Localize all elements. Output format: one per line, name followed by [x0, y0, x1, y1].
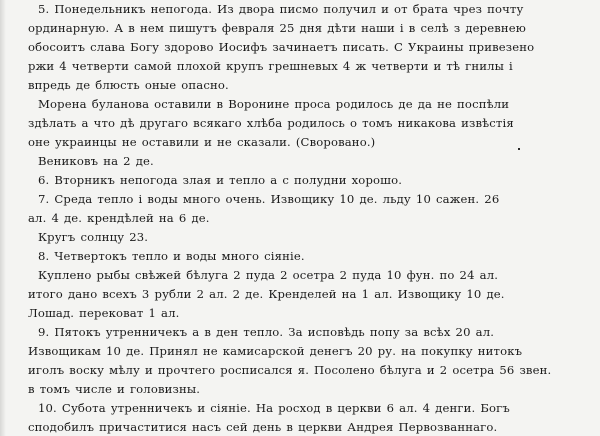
text-line: ал. 4 де. крендѣлей на 6 де. [28, 211, 210, 225]
text-line: Морена буланова оставили в Воронине проса родилось де да не поспѣли [38, 97, 510, 111]
text-line: оне украинцы не оставили и не сказали. (Своровано.) [28, 135, 376, 149]
text-line: 6. Вторникъ непогода злая и тепло а с полудни хорошо. [38, 173, 403, 187]
text-line: Куплено рыбы свѣжей бѣлуга 2 пуда 2 осетра 2 пуда 10 фун. по 24 ал. [38, 268, 499, 282]
text-line: 8. Четвертокъ тепло и воды много сіяніе. [38, 249, 305, 263]
text-line: Извощикам 10 де. Принял не камисарской денегъ 20 ру. на покупку нитокъ [28, 344, 523, 358]
text-line: Вениковъ на 2 де. [38, 154, 154, 168]
text-line: иголъ воску мѣлу и прочтего росписался я. Посолено бѣлуга и 2 осетра 56 звен. [28, 363, 552, 377]
text-line: итого дано всехъ 3 рубли 2 ал. 2 де. Кренделей на 1 ал. Извощику 10 де. [28, 287, 505, 301]
text-line: 7. Среда тепло і воды много очень. Извощику 10 де. льду 10 сажен. 26 [38, 192, 500, 206]
text-line: 5. Понедельникъ непогода. Из двора писмо получил и от брата чрез почту [38, 2, 524, 16]
text-line: Лошад. перековат 1 ал. [28, 306, 180, 320]
text-line: здѣлать а что дѣ другаго всякаго хлѣба родилось о томъ никакова извѣстія [28, 116, 514, 130]
text-line: 9. Пятокъ утренничекъ а в ден тепло. За исповѣдь попу за всѣх 20 ал. [38, 325, 495, 339]
text-line: ржи 4 четверти самой плохой крупъ грешневых 4 ж четверти и тѣ гнилы і [28, 59, 513, 73]
text-line: сподобилъ причаститися насъ сей день в церкви Андрея Первозваннаго. [28, 420, 498, 434]
text-line: ординарную. А в нем пишутъ февраля 25 дня дѣти наши і в селѣ з деревнею [28, 21, 527, 35]
ink-speck [518, 148, 520, 150]
text-line: обосоитъ слава Богу здорово Иосифъ зачинаетъ писать. С Украины привезено [28, 40, 535, 54]
text-line: в томъ числе и головизны. [28, 382, 201, 396]
text-line: впредь де блюсть оные опасно. [28, 78, 229, 92]
text-line: Кругъ солнцу 23. [38, 230, 149, 244]
text-line: 10. Субота утренничекъ и сіяніе. На росход в церкви 6 ал. 4 денги. Богъ [38, 401, 510, 415]
page-left-edge [0, 0, 6, 436]
